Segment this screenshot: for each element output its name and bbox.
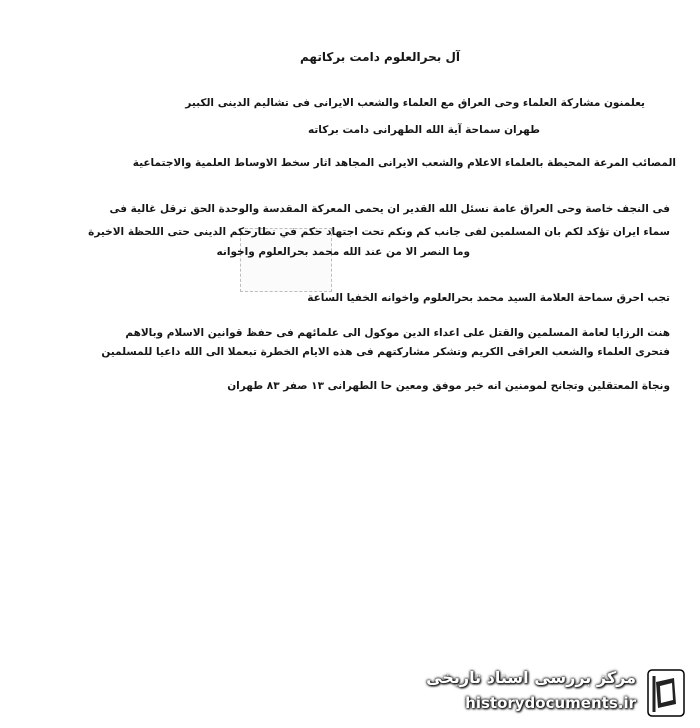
text-line-2: طهران سماحة آية الله الطهرانى دامت بركاته xyxy=(307,124,540,136)
text-line-6: وما النصر الا من عند الله محمد بحرالعلوم واخوانه xyxy=(216,246,470,258)
text-line-9: فتحرى العلماء والشعب العراقى الكريم وتشكر مشاركتهم فى هذه الايام الخطرة تبعملا الى الله داعيا للمسلمين xyxy=(101,346,670,358)
text-line-4: فى النجف خاصة وحى العراق عامة نسئل الله القدير ان يحمى المعركة المقدسة والوحدة الحق ترقل غالية فى xyxy=(109,203,670,215)
text-line-1: يعلمنون مشاركة العلماء وحى العراق مع العلماء والشعب الايرانى فى تشاليم الدينى الكبير xyxy=(185,97,645,109)
archive-logo-icon xyxy=(646,668,686,718)
text-line-8: هنت الرزايا لعامة المسلمين والقتل على اعداء الدين موكول الى علمائهم فى حفظ قوانين الاسلام وبالاهم xyxy=(125,327,670,339)
text-line-3: المصائب المرعة المحيطة بالعلماء الاعلام والشعب الايرانى المجاهد اثار سخط الاوساط العلمية والاجتماعية xyxy=(132,157,676,169)
watermark-persian-text: مرکز بررسی اسناد تاریخی xyxy=(426,668,636,687)
text-line-5: سماء ايران تؤكد لكم بان المسلمين لفى جانب كم ونكم تحت اجتهاد حكم في نطارحكم الدينى حتى اللحظة الاخيرة xyxy=(88,226,670,238)
text-line-10: ونجاة المعتقلين وتجانح لمومنين انه خير موفق ومعين حا الطهرانى ١٣ صفر ٨٣ طهران xyxy=(227,380,670,392)
document-title: آل بحرالعلوم دامت بركاتهم xyxy=(300,50,460,64)
watermark-url: historydocuments.ir xyxy=(465,694,636,712)
watermark xyxy=(386,664,686,722)
text-line-7: تجب احرق سماحة العلامة السيد محمد بحرالعلوم واخوانه الخفيا الساعة xyxy=(307,292,670,304)
